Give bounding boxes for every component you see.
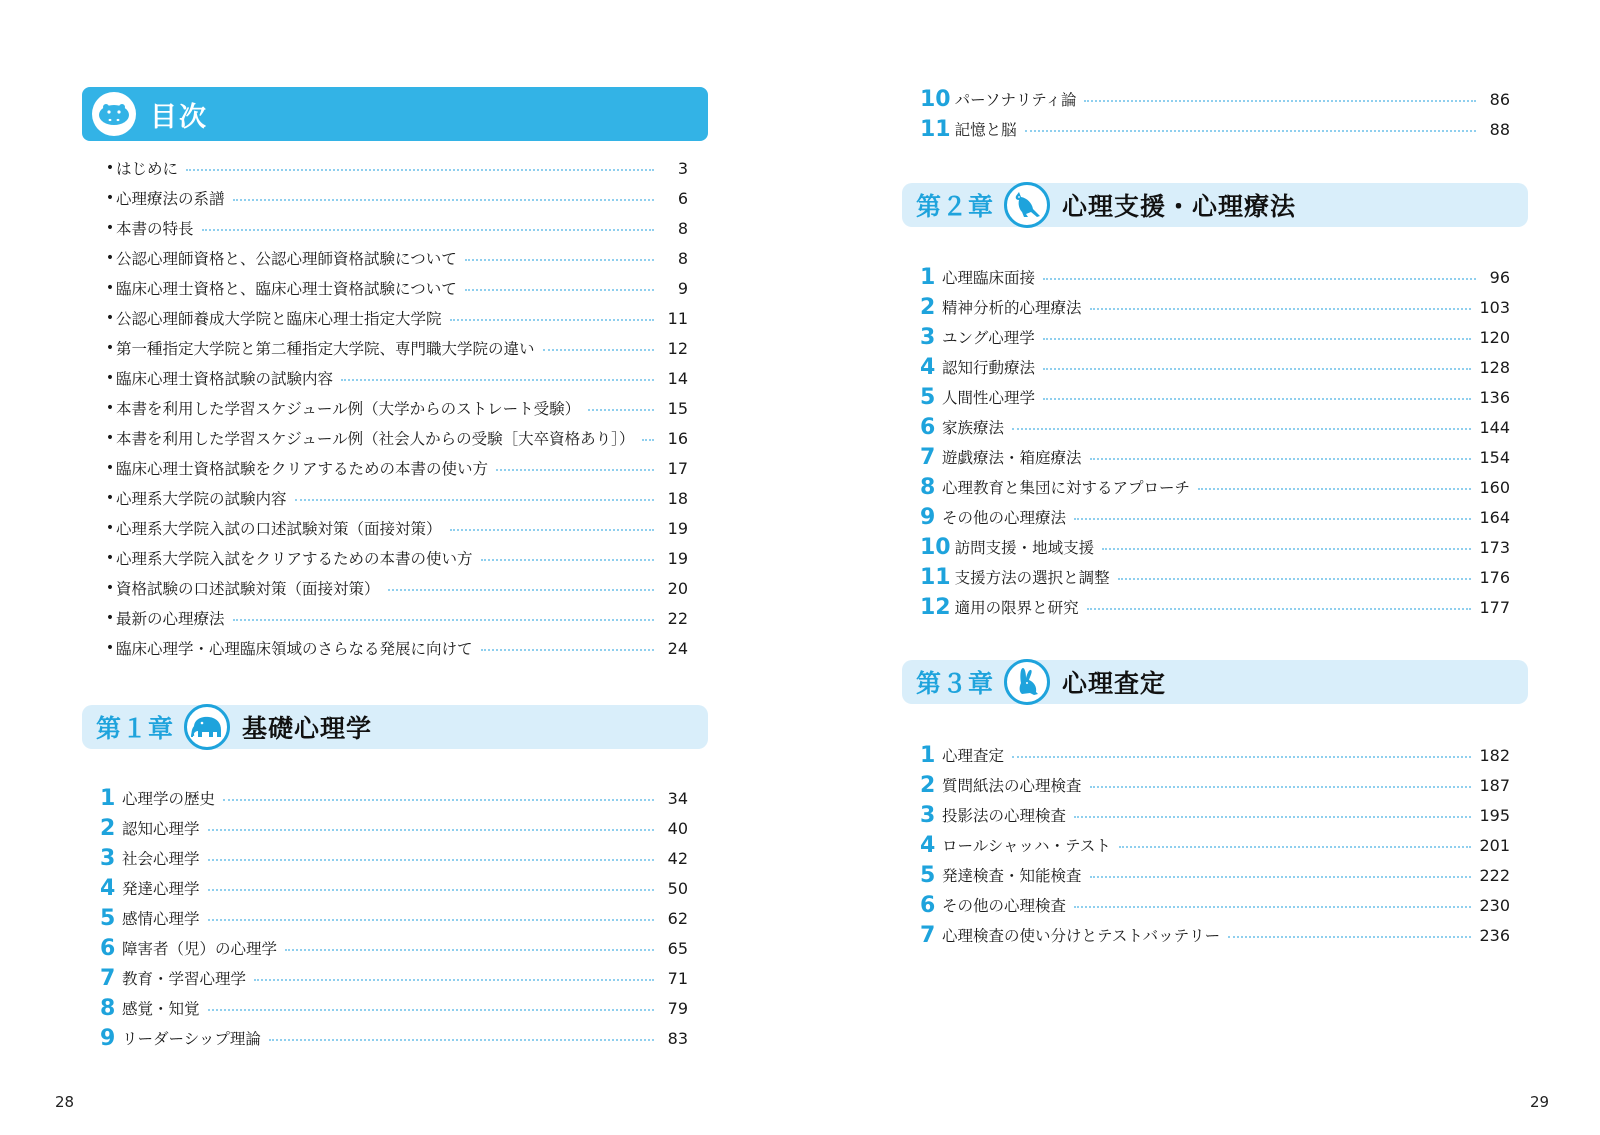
entry-number: 6 [920, 414, 936, 440]
toc-entry[interactable] [920, 292, 1510, 322]
toc-entry[interactable] [100, 843, 688, 873]
dot-leader [285, 949, 654, 951]
chapter-1-list [100, 783, 688, 1053]
dot-leader [208, 859, 654, 861]
entry-label: パーソナリティ論 [954, 91, 1077, 109]
entry-label: 家族療法 [942, 419, 1005, 437]
elephant-icon [184, 704, 230, 750]
entry-page: 164 [1479, 507, 1510, 527]
entry-number: 10 [920, 86, 951, 112]
entry-page: 195 [1479, 805, 1510, 825]
entry-page: 86 [1489, 89, 1510, 109]
toc-entry[interactable] [100, 873, 688, 903]
entry-page: 88 [1489, 119, 1510, 139]
toc-entry[interactable] [104, 303, 688, 333]
dot-leader [1090, 308, 1472, 310]
kangaroo-icon [1004, 182, 1050, 228]
toc-entry[interactable] [920, 830, 1510, 860]
entry-page: 34 [667, 788, 688, 808]
entry-page: 222 [1479, 865, 1510, 885]
toc-entry[interactable] [104, 603, 688, 633]
bullet-icon: • [105, 490, 115, 506]
entry-page: 230 [1479, 895, 1510, 915]
dot-leader [1043, 338, 1472, 340]
entry-label: 資格試験の口述試験対策（面接対策） [116, 580, 380, 598]
entry-label: その他の心理検査 [942, 897, 1067, 915]
toc-entry[interactable] [104, 513, 688, 543]
entry-page: 9 [677, 278, 688, 298]
entry-page: 22 [667, 608, 688, 628]
toc-entry[interactable] [100, 903, 688, 933]
dot-leader [202, 229, 654, 231]
entry-number: 9 [920, 504, 936, 530]
entry-page: 42 [667, 848, 688, 868]
bullet-icon: • [105, 640, 115, 656]
entry-number: 5 [100, 905, 116, 931]
entry-label: 教育・学習心理学 [122, 970, 247, 988]
dot-leader [1090, 876, 1472, 878]
dot-leader [254, 979, 654, 981]
toc-entry[interactable] [104, 213, 688, 243]
entry-page: 83 [667, 1028, 688, 1048]
bullet-icon: • [105, 370, 115, 386]
dot-leader [1043, 278, 1476, 280]
entry-page: 16 [667, 428, 688, 448]
toc-entry[interactable] [104, 633, 688, 663]
toc-entry[interactable] [920, 382, 1510, 412]
bullet-icon: • [105, 430, 115, 446]
entry-label: 本書の特長 [116, 220, 194, 238]
dot-leader [481, 559, 654, 561]
dot-leader [481, 649, 654, 651]
dot-leader [233, 199, 654, 201]
toc-entry[interactable] [920, 770, 1510, 800]
entry-number: 12 [920, 594, 951, 620]
entry-number: 7 [920, 444, 936, 470]
entry-page: 96 [1489, 267, 1510, 287]
toc-entry[interactable] [104, 393, 688, 423]
entry-page: 176 [1479, 567, 1510, 587]
bullet-icon: • [105, 520, 115, 536]
dot-leader [1043, 368, 1471, 370]
entry-label: 感情心理学 [122, 910, 200, 928]
entry-label: 心理検査の使い分けとテストバッテリー [942, 927, 1221, 945]
entry-label: ロールシャッハ・テスト [942, 837, 1111, 855]
chapter-1-list-continued [920, 84, 1510, 144]
dot-leader [223, 799, 654, 801]
toc-entry[interactable] [104, 423, 688, 453]
toc-entry[interactable] [920, 562, 1510, 592]
chapter-1-header [82, 705, 708, 749]
entry-label: 感覚・知覚 [122, 1000, 200, 1018]
entry-number: 10 [920, 534, 951, 560]
dot-leader [1090, 786, 1472, 788]
dot-leader [1090, 458, 1472, 460]
bullet-icon: • [105, 610, 115, 626]
chapter-title: 心理支援・心理療法 [1062, 192, 1297, 221]
bullet-icon: • [105, 250, 115, 266]
chapter-2-list [920, 262, 1510, 622]
page-number-left: 28 [55, 1093, 75, 1111]
entry-label: 臨床心理士資格試験の試験内容 [116, 370, 334, 388]
toc-entry[interactable] [920, 800, 1510, 830]
intro-list [104, 153, 688, 663]
toc-entry[interactable] [920, 592, 1510, 622]
entry-page: 14 [667, 368, 688, 388]
dot-leader [1012, 428, 1471, 430]
entry-number: 4 [920, 354, 936, 380]
dot-leader [450, 319, 654, 321]
dot-leader [341, 379, 654, 381]
entry-number: 2 [920, 772, 936, 798]
entry-number: 6 [920, 892, 936, 918]
toc-title: 目次 [150, 101, 208, 133]
entry-label: 障害者（児）の心理学 [122, 940, 278, 958]
dot-leader [1118, 578, 1472, 580]
dot-leader [1074, 518, 1471, 520]
entry-page: 20 [667, 578, 688, 598]
dot-leader [1119, 846, 1472, 848]
entry-label: 第一種指定大学院と第二種指定大学院、専門職大学院の違い [116, 340, 535, 358]
entry-page: 8 [677, 248, 688, 268]
dot-leader [642, 439, 654, 441]
entry-label: 投影法の心理検査 [942, 807, 1067, 825]
chapter-3-header [902, 660, 1528, 704]
toc-entry[interactable] [920, 322, 1510, 352]
dot-leader [1074, 816, 1471, 818]
entry-label: 心理療法の系譜 [116, 190, 225, 208]
dot-leader [208, 919, 654, 921]
toc-entry[interactable] [920, 472, 1510, 502]
entry-page: 62 [667, 908, 688, 928]
toc-entry[interactable] [100, 783, 688, 813]
bullet-icon: • [105, 340, 115, 356]
entry-page: 6 [677, 188, 688, 208]
bullet-icon: • [105, 550, 115, 566]
entry-label: 最新の心理療法 [116, 610, 225, 628]
entry-number: 5 [920, 862, 936, 888]
entry-page: 177 [1479, 597, 1510, 617]
dot-leader [208, 1009, 654, 1011]
bullet-icon: • [105, 190, 115, 206]
entry-label: 社会心理学 [122, 850, 200, 868]
chapter-3-list [920, 740, 1510, 950]
toc-entry[interactable] [104, 453, 688, 483]
toc-entry[interactable] [104, 573, 688, 603]
entry-label: 公認心理師養成大学院と臨床心理士指定大学院 [116, 310, 442, 328]
entry-page: 187 [1479, 775, 1510, 795]
toc-entry[interactable] [104, 273, 688, 303]
entry-page: 40 [667, 818, 688, 838]
entry-number: 11 [920, 116, 951, 142]
entry-label: 質問紙法の心理検査 [942, 777, 1082, 795]
bullet-icon: • [105, 310, 115, 326]
entry-label: 認知心理学 [122, 820, 200, 838]
entry-page: 71 [667, 968, 688, 988]
entry-label: 発達検査・知能検査 [942, 867, 1082, 885]
entry-label: 本書を利用した学習スケジュール例（大学からのストレート受験） [116, 400, 581, 418]
entry-page: 18 [667, 488, 688, 508]
entry-page: 79 [667, 998, 688, 1018]
toc-entry[interactable] [104, 183, 688, 213]
entry-page: 65 [667, 938, 688, 958]
entry-label: はじめに [116, 160, 179, 178]
toc-entry[interactable] [920, 412, 1510, 442]
entry-label: 心理系大学院入試をクリアするための本書の使い方 [116, 550, 473, 568]
dot-leader [1025, 130, 1476, 132]
entry-label: 本書を利用した学習スケジュール例（社会人からの受験［大卒資格あり］） [116, 430, 635, 448]
bullet-icon: • [105, 280, 115, 296]
bullet-icon: • [105, 220, 115, 236]
entry-number: 4 [100, 875, 116, 901]
bullet-icon: • [105, 460, 115, 476]
chapter-title: 基礎心理学 [242, 714, 373, 743]
dot-leader [1084, 100, 1476, 102]
toc-entry[interactable] [920, 502, 1510, 532]
entry-number: 8 [100, 995, 116, 1021]
rabbit-icon [1004, 659, 1050, 705]
entry-number: 5 [920, 384, 936, 410]
entry-label: 支援方法の選択と調整 [954, 569, 1110, 587]
entry-label: 公認心理師資格と、公認心理師資格試験について [116, 250, 457, 268]
entry-label: 認知行動療法 [942, 359, 1036, 377]
toc-entry[interactable] [100, 993, 688, 1023]
chapter-2-header [902, 183, 1528, 227]
entry-number: 4 [920, 832, 936, 858]
entry-number: 11 [920, 564, 951, 590]
entry-page: 182 [1479, 745, 1510, 765]
dot-leader [465, 289, 654, 291]
hippo-icon [92, 92, 136, 136]
chapter-title: 心理査定 [1062, 669, 1167, 698]
entry-number: 1 [100, 785, 116, 811]
entry-label: 心理臨床面接 [942, 269, 1036, 287]
toc-entry[interactable] [920, 532, 1510, 562]
entry-page: 8 [677, 218, 688, 238]
chapter-number: 第３章 [916, 669, 995, 698]
entry-label: 心理系大学院入試の口述試験対策（面接対策） [116, 520, 442, 538]
entry-page: 154 [1479, 447, 1510, 467]
toc-entry[interactable] [104, 333, 688, 363]
entry-page: 136 [1479, 387, 1510, 407]
entry-label: 遊戯療法・箱庭療法 [942, 449, 1082, 467]
bullet-icon: • [105, 160, 115, 176]
entry-page: 24 [667, 638, 688, 658]
entry-label: 臨床心理学・心理臨床領域のさらなる発展に向けて [116, 640, 473, 658]
entry-number: 8 [920, 474, 936, 500]
entry-page: 3 [677, 158, 688, 178]
entry-page: 19 [667, 548, 688, 568]
entry-page: 128 [1479, 357, 1510, 377]
chapter-number: 第２章 [916, 192, 995, 221]
entry-label: 臨床心理士資格試験をクリアするための本書の使い方 [116, 460, 489, 478]
entry-number: 3 [920, 802, 936, 828]
toc-entry[interactable] [104, 243, 688, 273]
dot-leader [186, 169, 654, 171]
entry-number: 1 [920, 264, 936, 290]
toc-entry[interactable] [920, 860, 1510, 890]
dot-leader [465, 259, 654, 261]
entry-page: 15 [667, 398, 688, 418]
toc-entry[interactable] [920, 920, 1510, 950]
toc-header [82, 87, 708, 141]
bullet-icon: • [105, 580, 115, 596]
bullet-icon: • [105, 400, 115, 416]
entry-label: 心理教育と集団に対するアプローチ [942, 479, 1191, 497]
entry-number: 9 [100, 1025, 116, 1051]
entry-page: 160 [1479, 477, 1510, 497]
entry-number: 2 [100, 815, 116, 841]
dot-leader [1198, 488, 1471, 490]
toc-entry[interactable] [100, 1023, 688, 1053]
toc-entry[interactable] [100, 963, 688, 993]
toc-entry[interactable] [104, 483, 688, 513]
entry-page: 201 [1479, 835, 1510, 855]
entry-label: 心理学の歴史 [122, 790, 216, 808]
entry-label: 発達心理学 [122, 880, 200, 898]
entry-page: 12 [667, 338, 688, 358]
dot-leader [1012, 756, 1471, 758]
entry-page: 19 [667, 518, 688, 538]
toc-entry[interactable] [920, 442, 1510, 472]
toc-entry[interactable] [920, 114, 1510, 144]
entry-number: 2 [920, 294, 936, 320]
entry-page: 17 [667, 458, 688, 478]
entry-page: 173 [1479, 537, 1510, 557]
entry-number: 3 [920, 324, 936, 350]
toc-entry[interactable] [104, 153, 688, 183]
dot-leader [233, 619, 654, 621]
toc-entry[interactable] [920, 84, 1510, 114]
entry-label: 訪問支援・地域支援 [954, 539, 1095, 557]
entry-page: 144 [1479, 417, 1510, 437]
dot-leader [208, 889, 654, 891]
entry-label: リーダーシップ理論 [122, 1030, 261, 1048]
dot-leader [496, 469, 654, 471]
entry-label: 臨床心理士資格と、臨床心理士資格試験について [116, 280, 457, 298]
dot-leader [1043, 398, 1471, 400]
dot-leader [450, 529, 654, 531]
dot-leader [588, 409, 654, 411]
entry-page: 236 [1479, 925, 1510, 945]
chapter-number: 第１章 [96, 714, 175, 743]
entry-label: 心理査定 [942, 747, 1005, 765]
entry-number: 7 [100, 965, 116, 991]
toc-entry[interactable] [104, 543, 688, 573]
dot-leader [208, 829, 654, 831]
page-number-right: 29 [1530, 1093, 1550, 1111]
entry-label: 記憶と脳 [954, 121, 1017, 139]
dot-leader [543, 349, 654, 351]
entry-label: 精神分析的心理療法 [942, 299, 1082, 317]
toc-entry[interactable] [100, 933, 688, 963]
toc-entry[interactable] [104, 363, 688, 393]
entry-number: 3 [100, 845, 116, 871]
entry-label: 人間性心理学 [942, 389, 1036, 407]
toc-entry[interactable] [920, 890, 1510, 920]
dot-leader [295, 499, 654, 501]
entry-label: 適用の限界と研究 [954, 599, 1079, 617]
dot-leader [1228, 936, 1471, 938]
dot-leader [388, 589, 654, 591]
dot-leader [1087, 608, 1472, 610]
toc-entry[interactable] [920, 262, 1510, 292]
toc-entry[interactable] [100, 813, 688, 843]
dot-leader [1074, 906, 1471, 908]
toc-entry[interactable] [920, 740, 1510, 770]
entry-page: 11 [667, 308, 688, 328]
entry-page: 103 [1479, 297, 1510, 317]
entry-number: 7 [920, 922, 936, 948]
entry-number: 1 [920, 742, 936, 768]
entry-number: 6 [100, 935, 116, 961]
dot-leader [1102, 548, 1471, 550]
entry-label: その他の心理療法 [942, 509, 1067, 527]
dot-leader [269, 1039, 654, 1041]
entry-label: ユング心理学 [942, 329, 1035, 347]
entry-page: 50 [667, 878, 688, 898]
entry-page: 120 [1479, 327, 1510, 347]
toc-entry[interactable] [920, 352, 1510, 382]
entry-label: 心理系大学院の試験内容 [116, 490, 287, 508]
